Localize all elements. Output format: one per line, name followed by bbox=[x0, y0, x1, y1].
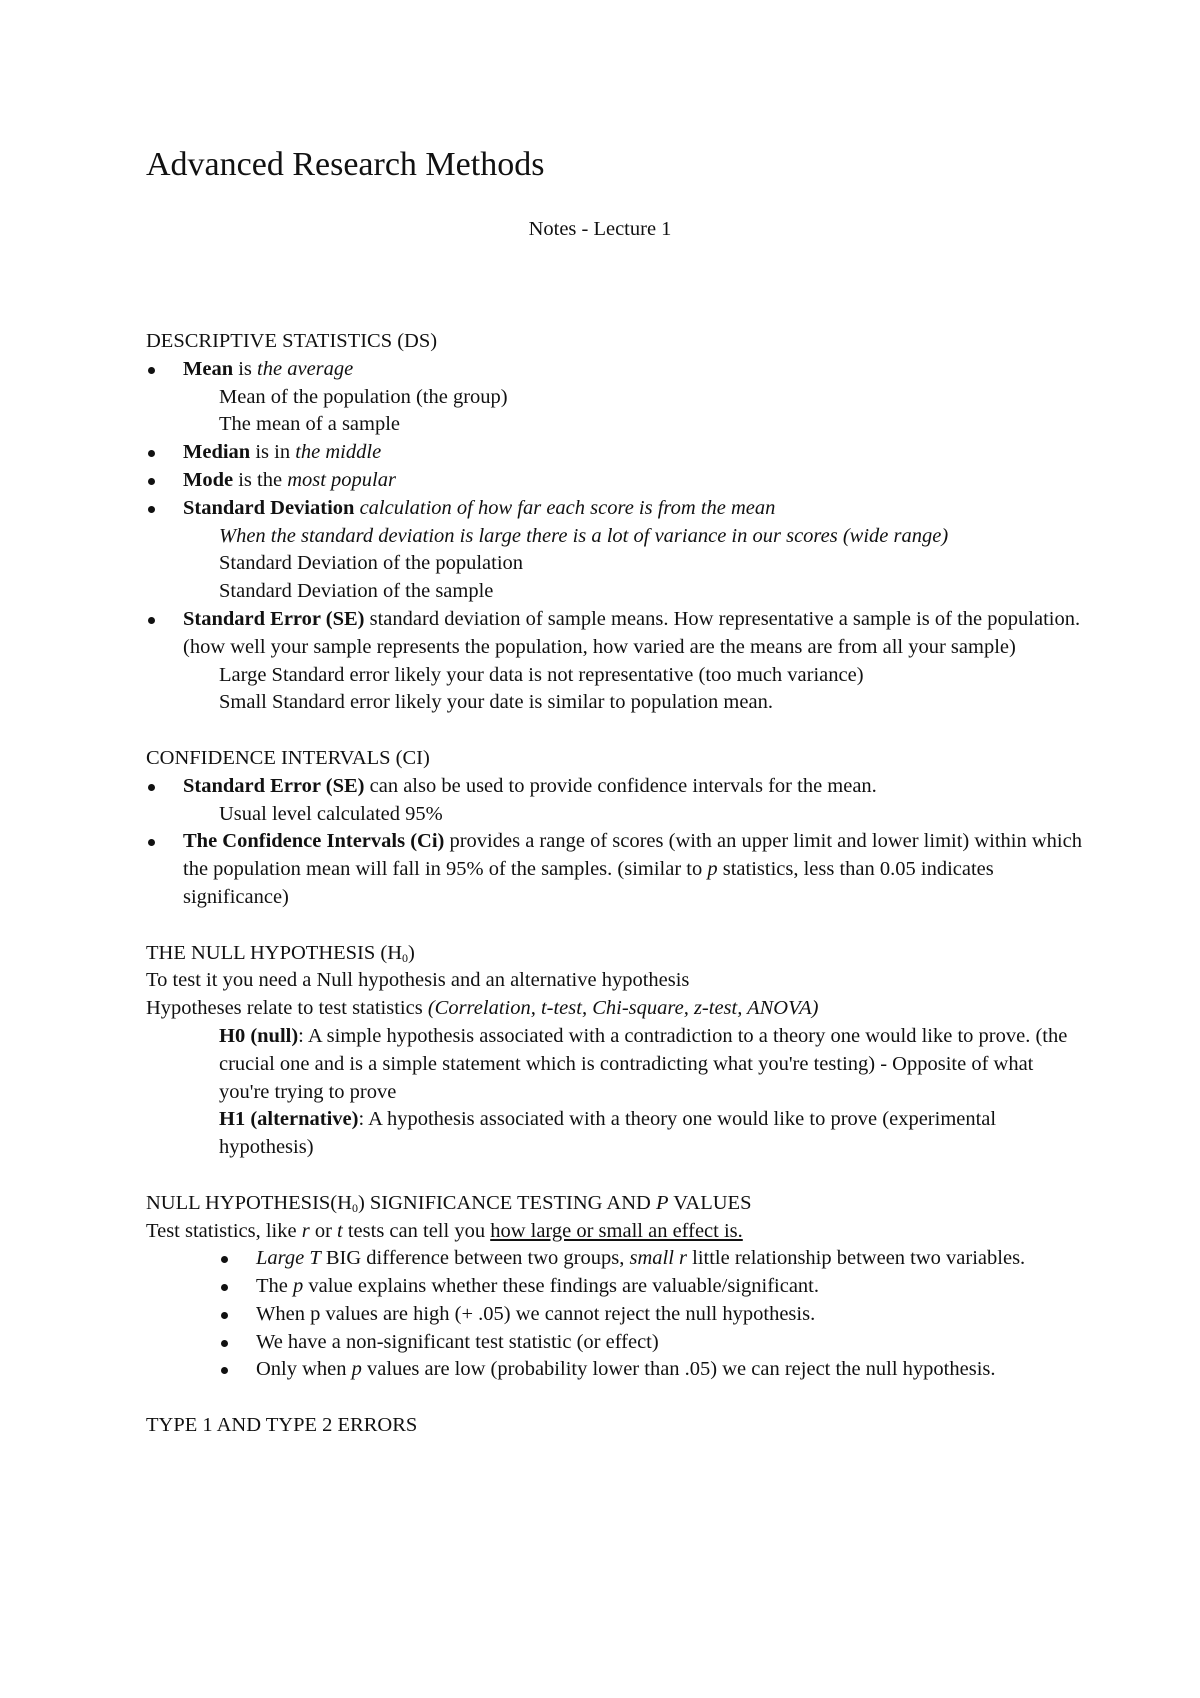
definition: can also be used to provide confidence intervals for the mean. bbox=[364, 774, 877, 797]
term: Standard Error (SE) bbox=[183, 607, 365, 630]
text: is the bbox=[233, 468, 288, 491]
list-item bbox=[146, 1245, 1086, 1273]
term: H0 (null) bbox=[219, 1024, 299, 1047]
text: value explains whether these findings are valuable/significant. bbox=[303, 1275, 819, 1298]
sub-item: Standard Deviation of the sample bbox=[219, 580, 494, 603]
spacer bbox=[146, 1162, 1086, 1190]
list-item-confidence-intervals bbox=[146, 828, 1086, 911]
list-item bbox=[146, 1356, 1086, 1384]
sub-item: Standard Deviation of the population bbox=[219, 552, 524, 575]
heading-text: THE NULL HYPOTHESIS (H bbox=[146, 941, 403, 964]
definition: : A hypothesis associated with a theory one would like to prove (experimental hypothesis) bbox=[219, 1108, 997, 1159]
paragraph bbox=[146, 1218, 1086, 1246]
sub-item bbox=[146, 523, 1086, 551]
term: Standard Deviation bbox=[183, 496, 355, 519]
heading-text: VALUES bbox=[668, 1191, 752, 1214]
section-descriptive-statistics bbox=[146, 328, 1086, 717]
text: Hypotheses relate to test statistics bbox=[146, 997, 428, 1020]
heading-text: NULL HYPOTHESIS(H bbox=[146, 1191, 352, 1214]
text: The bbox=[256, 1275, 293, 1298]
spacer bbox=[146, 912, 1086, 940]
term: Standard Error (SE) bbox=[183, 774, 365, 797]
term: The Confidence Intervals (Ci) bbox=[183, 830, 445, 853]
definition: : A simple hypothesis associated with a contradiction to a theory one would like to prove. (the crucial one and is a simple statement which is contradicting what you're testing) - Opposite of what you're trying to prove bbox=[219, 1024, 1068, 1103]
sub-item: Mean of the population (the group) bbox=[219, 385, 508, 408]
spacer bbox=[146, 717, 1086, 745]
definition: calculation of how far each score is from the mean bbox=[354, 496, 776, 519]
italic-text: Large T bbox=[256, 1247, 321, 1270]
definition-cont: statistics, less than 0.05 indicates significance) bbox=[183, 858, 994, 908]
text: is bbox=[233, 357, 258, 380]
p-symbol: p bbox=[351, 1358, 362, 1381]
spacer bbox=[146, 1384, 1086, 1412]
t-symbol: t bbox=[337, 1219, 343, 1242]
p-symbol: p bbox=[707, 858, 718, 881]
text: tests can tell you bbox=[342, 1219, 491, 1242]
definition: provides a range of scores (with an upper limit and lower limit) within which the population mean will fall in 95% of the samples. (similar to bbox=[183, 830, 1082, 881]
list-item-median bbox=[146, 439, 1086, 467]
list-item-standard-error bbox=[146, 773, 1086, 801]
text: BIG difference between two groups, bbox=[320, 1247, 630, 1270]
term: H1 (alternative) bbox=[219, 1108, 359, 1131]
hypothesis-h0 bbox=[146, 1023, 1086, 1106]
text: Test statistics, like bbox=[146, 1219, 302, 1242]
text: Only when bbox=[256, 1358, 352, 1381]
italic-text: (Correlation, t-test, Chi-square, z-test, ANOVA) bbox=[427, 997, 819, 1020]
underlined-text: how large or small an effect is. bbox=[490, 1219, 743, 1242]
sub-item: The mean of a sample bbox=[219, 413, 401, 436]
definition: the middle bbox=[295, 441, 382, 464]
term: Mean bbox=[183, 357, 234, 380]
list-item bbox=[146, 1273, 1086, 1301]
definition: the average bbox=[257, 357, 354, 380]
list-item: We have a non-significant test statistic (or effect) bbox=[146, 1329, 1086, 1357]
page-subtitle: Notes - Lecture 1 bbox=[528, 218, 672, 240]
sub-item: Usual level calculated 95% bbox=[219, 802, 443, 825]
text: values are low (probability lower than .05) we can reject the null hypothesis. bbox=[361, 1358, 996, 1381]
p-symbol: p bbox=[293, 1275, 304, 1298]
notes-body bbox=[146, 328, 1086, 1440]
text: is in bbox=[250, 441, 296, 464]
subscript: 0 bbox=[351, 1200, 358, 1215]
section-significance-testing bbox=[146, 1190, 1086, 1385]
p-symbol: P bbox=[655, 1191, 669, 1214]
term: Mode bbox=[183, 468, 234, 491]
sub-item-text: When the standard deviation is large there is a lot of variance in our scores (wide range) bbox=[219, 524, 949, 547]
italic-text: small r bbox=[629, 1247, 688, 1270]
heading-text: ) bbox=[408, 941, 415, 964]
list-item-standard-deviation bbox=[146, 495, 1086, 523]
hypothesis-h1 bbox=[146, 1106, 1086, 1162]
section-heading bbox=[146, 940, 1086, 968]
text: little relationship between two variables. bbox=[687, 1247, 1026, 1270]
paragraph: To test it you need a Null hypothesis and an alternative hypothesis bbox=[146, 969, 690, 992]
sub-item: Large Standard error likely your data is not representative (too much variance) bbox=[219, 663, 864, 686]
definition: most popular bbox=[287, 468, 396, 491]
page-title: Advanced Research Methods bbox=[146, 146, 545, 183]
definition: standard deviation of sample means. How representative a sample is of the population. (how well your sample represents the population, how varied are the means are from all your sample) bbox=[183, 607, 1081, 658]
term: Median bbox=[183, 441, 251, 464]
list-item-mode bbox=[146, 467, 1086, 495]
section-heading: DESCRIPTIVE STATISTICS (DS) bbox=[146, 330, 438, 352]
text: or bbox=[309, 1219, 338, 1242]
r-symbol: r bbox=[301, 1219, 310, 1242]
section-null-hypothesis bbox=[146, 940, 1086, 1162]
list-item-standard-error bbox=[146, 606, 1086, 662]
list-item-mean bbox=[146, 356, 1086, 384]
heading-text: ) SIGNIFICANCE TESTING AND bbox=[357, 1191, 656, 1214]
paragraph bbox=[146, 995, 1086, 1023]
section-type-errors bbox=[146, 1412, 1086, 1440]
sub-item: Small Standard error likely your date is similar to population mean. bbox=[219, 691, 773, 714]
section-heading: CONFIDENCE INTERVALS (CI) bbox=[146, 746, 430, 769]
section-heading: TYPE 1 AND TYPE 2 ERRORS bbox=[146, 1414, 418, 1437]
section-heading bbox=[146, 1190, 1086, 1218]
section-confidence-intervals bbox=[146, 745, 1086, 912]
subscript: 0 bbox=[402, 950, 409, 965]
list-item: When p values are high (+ .05) we cannot reject the null hypothesis. bbox=[146, 1301, 1086, 1329]
